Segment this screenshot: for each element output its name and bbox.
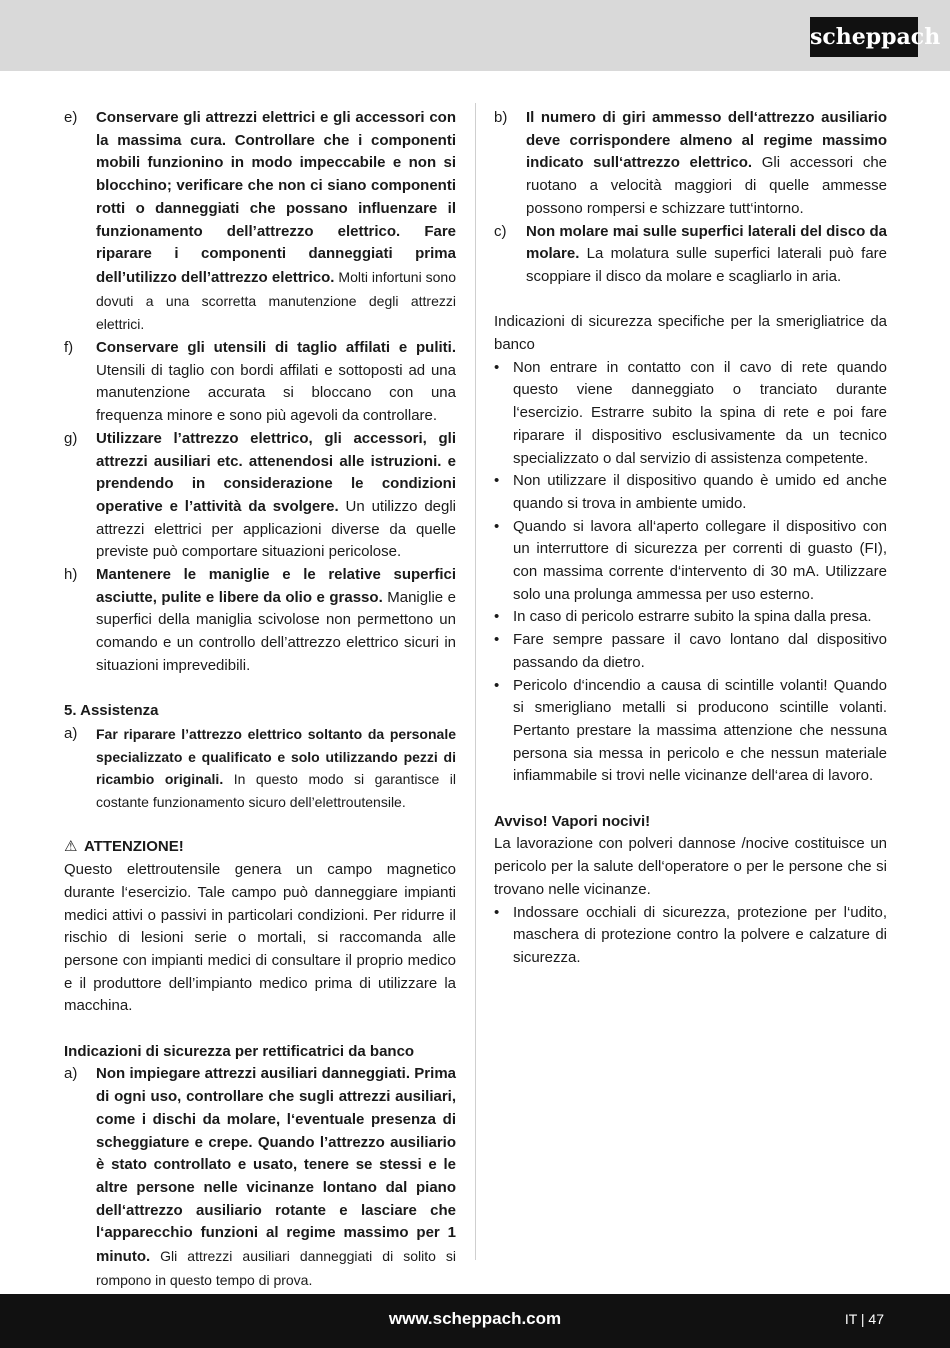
item-bold-text: Non impiegare attrezzi ausiliari danneggiati. Prima di ogni uso, controllare che sugli attrezzi ausiliari, come i dischi da molare, l‘eventuale presenza di scheggiature e crepe. Quando l’attrezzo ausiliario è stato controllato e usato, tenere se stessi e le altre persone nelle vicinanze lontano dal piano dell‘attrezzo ausiliario rotante e lasciare che l‘apparecchio funzioni al regime massimo per 1 minuto. bbox=[96, 1065, 456, 1266]
attenzione-section bbox=[64, 836, 456, 1018]
right-column bbox=[494, 107, 887, 970]
item-body bbox=[96, 428, 456, 564]
footer-url: www.scheppach.com bbox=[388, 1309, 562, 1328]
item-label: g) bbox=[64, 429, 78, 447]
list-item bbox=[64, 428, 456, 564]
list-item bbox=[494, 470, 887, 515]
scheppach-logo: scheppach bbox=[810, 17, 918, 57]
left-column bbox=[64, 107, 456, 1293]
bullet-text: Pericolo d‘incendio a causa di scintille volanti! Quando si smerigliano metalli si producono scintille volanti. Pertanto prestare la massima attenzione che nessuna persona sia messa in pericolo e che nessun materiale infiammabile si trovi nelle vicinanze dell‘area di lavoro. bbox=[513, 676, 887, 785]
list-item bbox=[64, 107, 456, 337]
bullet-dot: • bbox=[494, 517, 500, 535]
vapori-section bbox=[494, 811, 887, 970]
item-bold-text: Conservare gli attrezzi elettrici e gli accessori con la massima cura. Controllare che i componenti mobili funzionino in modo impeccabile e non si blocchino; verificare che non ci siano componenti rotti o danneggiati che possano influenzare il funzionamento dell’attrezzo elettrico. Fare riparare i componenti danneggiati prima dell’utilizzo dell’attrezzo elettrico. bbox=[96, 109, 456, 286]
item-text: Gli attrezzi ausiliari danneggiati di solito si rompono in questo tempo di prova. bbox=[96, 1248, 456, 1288]
care-items bbox=[64, 107, 456, 678]
bullet-dot: • bbox=[494, 903, 500, 921]
header-band bbox=[0, 0, 950, 71]
list-item bbox=[64, 723, 456, 814]
item-body bbox=[96, 1063, 456, 1292]
bullet-text: Indossare occhiali di sicurezza, protezione per l‘udito, maschera di protezione contro la polvere e calzature di sicurezza. bbox=[513, 903, 887, 966]
warning-triangle-icon: ⚠ bbox=[64, 838, 78, 856]
list-item bbox=[494, 902, 887, 970]
item-label: h) bbox=[64, 566, 78, 584]
item-bold-text: Non molare mai sulle superfici laterali del disco da molare. bbox=[526, 222, 887, 263]
list-item bbox=[494, 221, 887, 289]
rettificatrici-section bbox=[64, 1041, 456, 1293]
item-text: Gli accessori che ruotano a velocità maggiori di quelle ammesse possono rompersi e schizzare tutt‘intorno. bbox=[526, 154, 887, 217]
list-item bbox=[494, 629, 887, 674]
grinding-items bbox=[494, 107, 887, 289]
list-item bbox=[494, 606, 887, 629]
bullet-text: Quando si lavora all‘aperto collegare il dispositivo con un interruttore di sicurezza per correnti di guasto (FI), con massima corrente d‘intervento di 30 mA. Utilizzare solo una prolunga ammessa per uso esterno. bbox=[513, 517, 887, 603]
item-text: La molatura sulle superfici laterali può fare scoppiare il disco da molare e scagliarlo in aria. bbox=[526, 245, 887, 285]
bullet-text: In caso di pericolo estrarre subito la spina dalla presa. bbox=[513, 608, 872, 626]
item-bold-text: Conservare gli utensili di taglio affilati e puliti. bbox=[96, 339, 456, 357]
item-label: f) bbox=[64, 339, 74, 357]
section-heading: Indicazioni di sicurezza per rettificatrici da banco bbox=[64, 1042, 415, 1060]
item-text: Un utilizzo degli attrezzi elettrici per applicazioni diverse da quelle previste può comportare situazioni pericolose. bbox=[96, 497, 457, 561]
item-body bbox=[96, 337, 456, 428]
bullet-dot: • bbox=[494, 358, 500, 376]
bullet-dot: • bbox=[494, 631, 500, 649]
list-item bbox=[494, 357, 887, 471]
column-divider bbox=[475, 103, 476, 1260]
list-item bbox=[64, 1063, 456, 1292]
list-item bbox=[64, 564, 456, 678]
item-bold-text: Il numero di giri ammesso dell‘attrezzo ausiliario deve corrispondere almeno al regime massimo indicato sull‘attrezzo elettrico. bbox=[526, 109, 887, 172]
item-text: Maniglie e superfici della maniglia scivolose non permettono un comando e un controllo dell’attrezzo elettrico sicuri in situazioni imprevedibili. bbox=[96, 588, 456, 674]
item-label: c) bbox=[494, 222, 507, 240]
item-bold-text: Far riparare l’attrezzo elettrico soltanto da personale specializzato e qualificato e solo utilizzando pezzi di ricambio originali. bbox=[96, 725, 456, 788]
warning-heading bbox=[64, 836, 456, 859]
item-label: e) bbox=[64, 109, 78, 126]
list-item bbox=[64, 337, 456, 428]
item-label: a) bbox=[64, 724, 78, 742]
item-label: a) bbox=[64, 1065, 78, 1083]
page-number: IT | 47 bbox=[844, 1311, 884, 1327]
section-heading: 5. Assistenza bbox=[64, 702, 159, 720]
section-text: La lavorazione con polveri dannose /nocive costituisce un pericolo per la salute dell‘operatore o per le persone che si trovano nelle vicinanze. bbox=[494, 835, 887, 898]
warning-title: ATTENZIONE! bbox=[84, 838, 184, 856]
item-body bbox=[96, 723, 456, 814]
list-item bbox=[494, 516, 887, 607]
item-body bbox=[96, 107, 456, 337]
item-bold-text: Mantenere le maniglie e le relative superfici asciutte, pulite e libere da olio e grasso. bbox=[96, 566, 456, 606]
bullet-dot: • bbox=[494, 472, 500, 490]
bullet-text: Non utilizzare il dispositivo quando è umido ed anche quando si trova in ambiente umido. bbox=[513, 472, 887, 512]
item-body bbox=[526, 221, 887, 289]
item-text: Molti infortuni sono dovuti a una scorretta manutenzione degli attrezzi elettrici. bbox=[96, 268, 456, 333]
warning-text: Questo elettroutensile genera un campo magnetico durante l‘esercizio. Tale campo può danneggiare impianti medici attivi o passivi in particolari condizioni. Per ridurre il rischio di lesioni serie o mortali, si raccomanda alle persone con impianti medici di consultare il proprio medico e il produttore dell’impianto medico prima di utilizzare la macchina. bbox=[64, 861, 456, 1015]
assistenza-section bbox=[64, 700, 456, 814]
item-body bbox=[526, 107, 887, 221]
section-heading: Indicazioni di sicurezza specifiche per la smerigliatrice da banco bbox=[494, 313, 887, 354]
bullet-dot: • bbox=[494, 676, 500, 694]
item-text: In questo modo si garantisce il costante funzionamento sicuro dell’elettroutensile. bbox=[96, 771, 456, 811]
item-label: b) bbox=[494, 109, 508, 126]
smerigliatrice-section bbox=[494, 311, 887, 788]
bullet-text: Fare sempre passare il cavo lontano dal dispositivo passando da dietro. bbox=[513, 631, 887, 671]
item-body bbox=[96, 564, 456, 678]
section-heading: Avviso! Vapori nocivi! bbox=[494, 812, 651, 830]
bullet-dot: • bbox=[494, 608, 500, 626]
footer-band bbox=[0, 1294, 950, 1348]
list-item bbox=[494, 675, 887, 789]
list-item bbox=[494, 107, 887, 221]
item-text: Utensili di taglio con bordi affilati e sottoposti ad una manutenzione accurata si bloccano con una frequenza minore e sono più agevoli da controllare. bbox=[96, 361, 456, 425]
bullet-text: Non entrare in contatto con il cavo di rete quando questo viene danneggiato o tranciato durante l‘esercizio. Estrarre subito la spina di rete e poi fare riparare il dispositivo esclusivamente da un tecnico specializzato o dal servizio di assistenza competente. bbox=[513, 358, 887, 467]
item-bold-text: Utilizzare l’attrezzo elettrico, gli accessori, gli attrezzi ausiliari etc. attenendosi alle istruzioni. e prendendo in considerazione le condizioni operative e l’attività da svolgere. bbox=[96, 429, 456, 515]
